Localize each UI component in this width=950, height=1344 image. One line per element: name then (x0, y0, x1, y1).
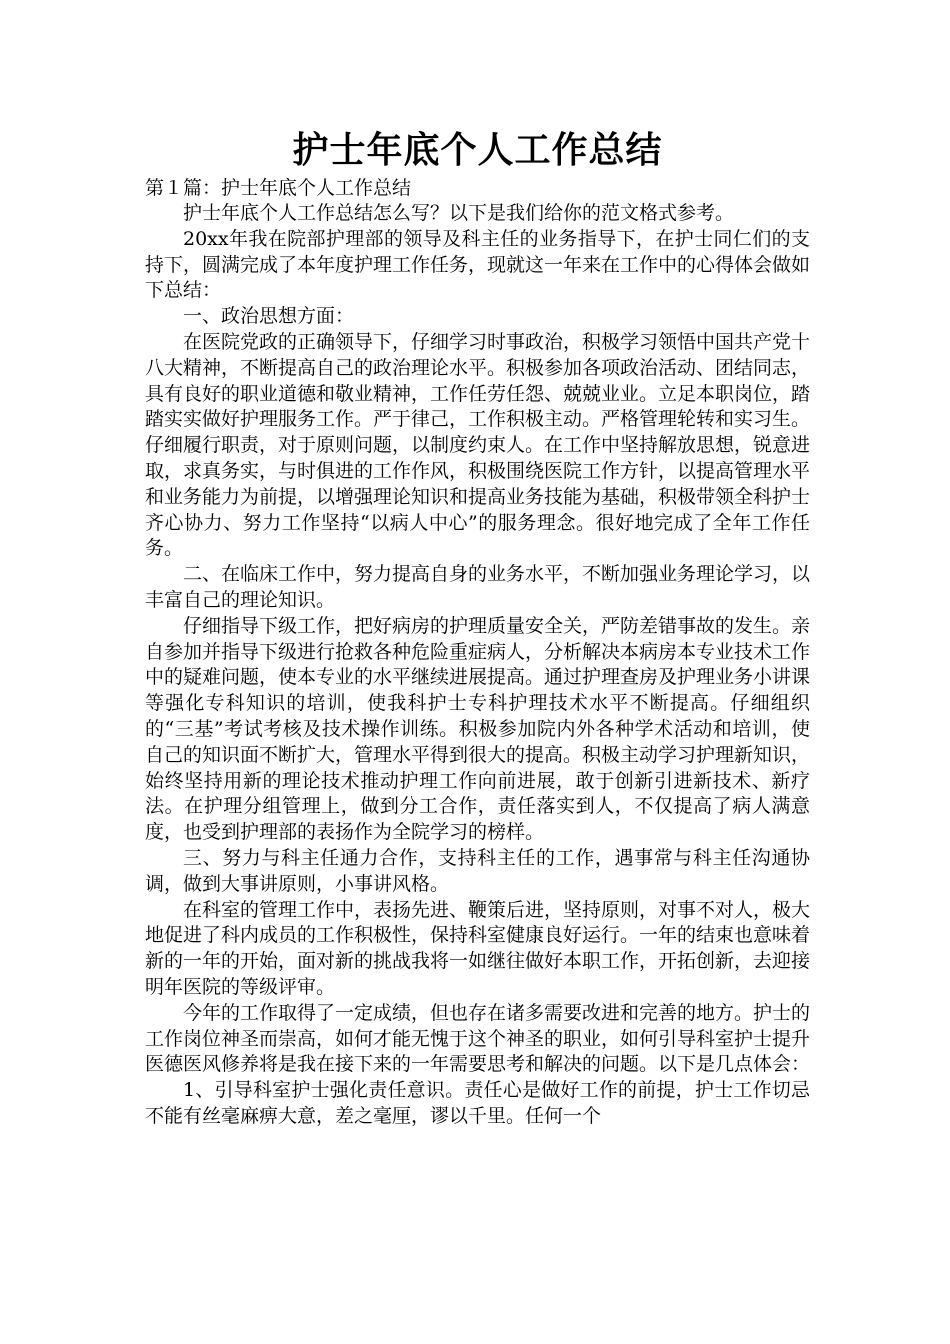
document-page (145, 126, 810, 1130)
paragraph-heading-politics: 一、政治思想方面： (183, 305, 355, 328)
paragraph-overview: 20xx年我在院部护理部的领导及科主任的业务指导下，在护士同仁们的支持下，圆满完成了本年度护理工作任务，现就这一年来在工作中的心得体会做如下总结： (145, 227, 811, 302)
document-title: 护士年底个人工作总结 (292, 130, 663, 171)
paragraph-intro: 护士年底个人工作总结怎么写？以下是我们给你的范文格式参考。 (183, 202, 735, 224)
paragraph-reflection: 今年的工作取得了一定成绩，但也存在诸多需要改进和完善的地方。护士的工作岗位神圣而崇高，如何才能无愧于这个神圣的职业，如何引导科室护士提升医德医风修养将是我在接下来的一年需要思考和解决的问题。以下是几点体会： (145, 1001, 811, 1076)
paragraph-management: 在科室的管理工作中，表扬先进、鞭策后进，坚持原则，对事不对人，极大地促进了科内成员的工作积极性，保持科室健康良好运行。一年的结束也意味着新的一年的开始，面对新的挑战我将一如继往做好本职工作，开拓创新，去迎接明年医院的等级评审。 (145, 898, 811, 998)
paragraph-heading-cooperation: 三、努力与科主任通力合作，支持科主任的工作，遇事常与科主任沟通协调，做到大事讲原则，小事讲风格。 (145, 846, 810, 895)
paragraph-politics: 在医院党政的正确领导下，仔细学习时事政治，积极学习领悟中国共产党十八大精神，不断提高自己的政治理论水平。积极参加各项政治活动、团结同志，具有良好的职业道德和敬业精神，工作任劳任怨、兢兢业业。立足本职岗位，踏踏实实做好护理服务工作。严于律己，工作积极主动。严格管理轮转和实习生。仔细履行职责，对于原则问题，以制度约束人。在工作中坚持解放思想，锐意进取，求真务实，与时俱进的工作作风，积极围绕医院工作方针，以提高管理水平和业务能力为前提，以增强理论知识和提高业务技能为基础，积极带领全科护士齐心协力、努力工作坚持“以病人中心”的服务理念。很好地完成了全年工作任务。 (145, 330, 811, 560)
document-subtitle: 第１篇：护士年底个人工作总结 (145, 177, 412, 199)
paragraph-point-1: 1、引导科室护士强化责任意识。责任心是做好工作的前提，护士工作切忌不能有丝毫麻痹大意，差之毫厘，谬以千里。任何一个 (145, 1079, 810, 1127)
paragraph-clinical: 仔细指导下级工作，把好病房的护理质量安全关，严防差错事故的发生。亲自参加并指导下级进行抢救各种危险重症病人，分析解决本病房本专业技术工作中的疑难问题，使本专业的水平继续进展提高。通过护理查房及护理业务小讲课等强化专科知识的培训，使我科护士专科护理技术水平不断提高。仔细组织的“三基”考试考核及技术操作训练。积极参加院内外各种学术活动和培训，使自己的知识面不断扩大，管理水平得到很大的提高。积极主动学习护理新知识，始终坚持用新的理论技术推动护理工作向前进展，敢于创新引进新技术、新疗法。在护理分组管理上，做到分工合作，责任落实到人，不仅提高了病人满意度，也受到护理部的表扬作为全院学习的榜样。 (145, 614, 811, 844)
paragraph-heading-clinical: 二、在临床工作中，努力提高自身的业务水平，不断加强业务理论学习，以丰富自己的理论知识。 (145, 563, 811, 611)
